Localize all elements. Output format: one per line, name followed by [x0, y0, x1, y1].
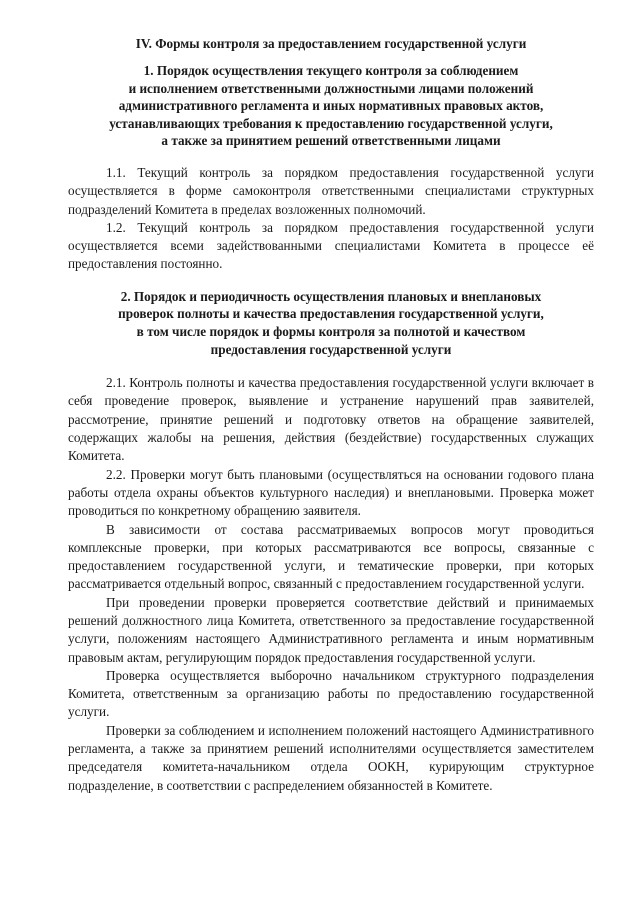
paragraph-1-2: 1.2. Текущий контроль за порядком предоставления государственной услуги осуществляется всеми задействованными специалистами Комитета в процессе её предоставления постоянно. [68, 219, 594, 272]
section-2-title [68, 288, 594, 358]
paragraph-2-2: 2.2. Проверки могут быть плановыми (осуществляться на основании годового плана работы отдела охраны объектов культурного наследия) и внеплановыми. Проверка может проводиться по конкретному обращению заявителя. [68, 466, 594, 519]
section-1-title-line: 1. Порядок осуществления текущего контроля за соблюдением [143, 63, 519, 78]
chapter-title: IV. Формы контроля за предоставлением государственной услуги [135, 36, 527, 51]
document-page [68, 36, 594, 795]
section-2-title-line: проверок полноты и качества предоставления государственной услуги, [118, 306, 544, 322]
section-2-body [68, 374, 594, 795]
section-1-title-line: административного регламента и иных нормативных правовых актов, [118, 98, 544, 114]
section-2-title-line: в том числе порядок и формы контроля за полнотой и качеством [136, 323, 526, 339]
paragraph-1-1: 1.1. Текущий контроль за порядком предоставления государственной услуги осуществляется в форме самоконтроля ответственными специалистами структурных подразделений Комитета в пределах возложенных полномочий. [68, 164, 594, 217]
paragraph-check-types: В зависимости от состава рассматриваемых вопросов могут проводиться комплексные проверки, при которых рассматриваются все вопросы, связанные с предоставлением государственной услуги, и тематические проверки, при которых рассматривается отдельный вопрос, связанный с предоставлением государственной услуги. [68, 521, 594, 592]
section-1-title-line: а также за принятием решений ответственными лицами [161, 133, 501, 149]
section-2-title-line: 2. Порядок и периодичность осуществления плановых и внеплановых [120, 288, 542, 304]
paragraph-check-oversight: Проверки за соблюдением и исполнением положений настоящего Административного регламента, а также за принятием решений исполнителями осуществляется заместителем председателя комитета-начальником отдела ООКН, курирующим структурное подразделение, в соответствии с распределением обязанностей в Комитете. [68, 722, 594, 793]
paragraph-2-1: 2.1. Контроль полноты и качества предоставления государственной услуги включает в себя проведение проверок, выявление и устранение нарушений прав заявителей, рассмотрение, принятие решений и подготовку ответов на обращение заявителей, содержащих жалобы на решения, действия (бездействие) государственных служащих Комитета. [68, 375, 594, 464]
paragraph-check-scope: При проведении проверки проверяется соответствие действий и принимаемых решений должностного лица Комитета, ответственного за предоставление государственной услуги, положениям настоящего Административного регламента и иным нормативным правовым актам, регулирующим порядок предоставления государственной услуги. [68, 594, 594, 665]
section-1-body [68, 164, 594, 274]
section-1-title-line: и исполнением ответственными должностными лицами положений [128, 80, 534, 96]
section-1-title [68, 62, 594, 150]
paragraph-check-performer: Проверка осуществляется выборочно начальником структурного подразделения Комитета, ответственным за организацию работы по предоставлению государственной услуги. [68, 667, 594, 720]
section-2-title-line: предоставления государственной услуги [210, 341, 452, 357]
section-1-title-line: устанавливающих требования к предоставлению государственной услуги, [109, 115, 553, 131]
